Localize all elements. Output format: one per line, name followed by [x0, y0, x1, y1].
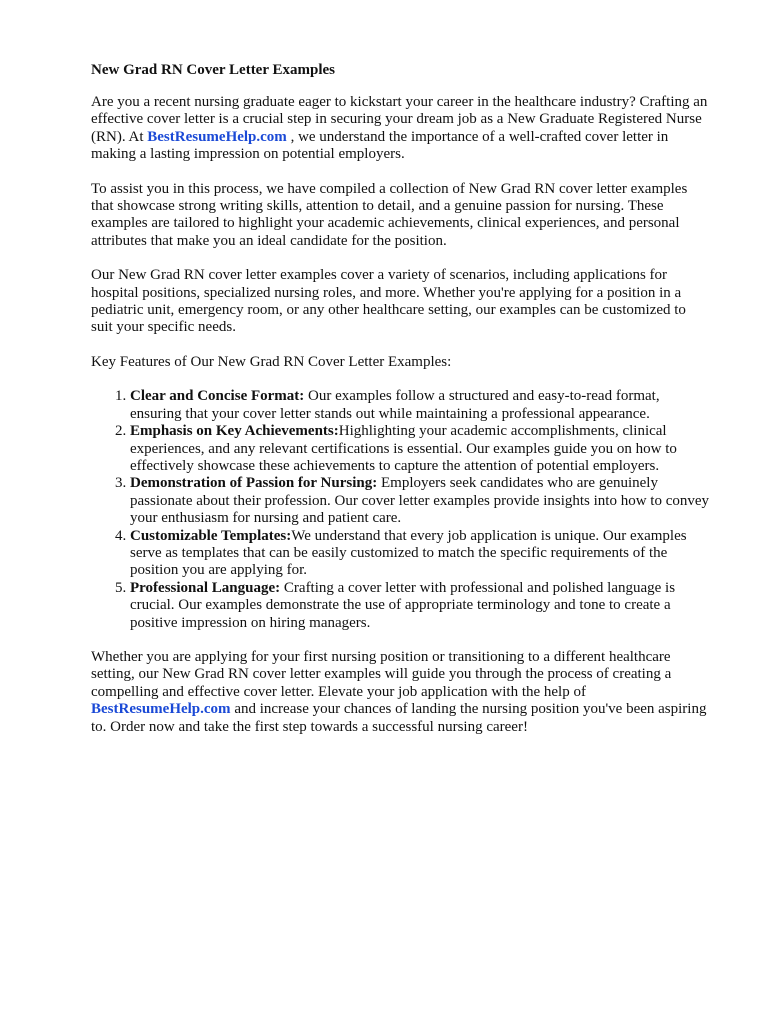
feature-term: Customizable Templates: [130, 527, 292, 544]
document-body [91, 62, 711, 753]
feature-text: We understand that every job application is unique. Our examples serve as templates that can be easily customized to match the specific requirements of the position you are applying for. [130, 527, 687, 579]
feature-text: Highlighting your academic accomplishments, clinical experiences, and any relevant certifications is essential. Our examples guide you on how to effectively showcase these achievements to capture the attention of potential employers. [130, 423, 677, 474]
bestresumehelp-link[interactable]: BestResumeHelp.com [147, 128, 287, 145]
features-list [91, 388, 711, 632]
closing-text-before: Whether you are applying for your first nursing position or transitioning to a different healthcare setting, our New Grad RN cover letter examples will guide you through the process of creating a compelling and effective cover letter. Elevate your job application with the help of [91, 648, 672, 700]
list-item [130, 580, 711, 632]
list-item [130, 388, 711, 423]
feature-text: Our examples follow a structured and easy-to-read format, ensuring that your cover letter stands out while maintaining a professional appearance. [130, 388, 660, 422]
paragraph-compilation: To assist you in this process, we have compiled a collection of New Grad RN cover letter examples that showcase strong writing skills, attention to detail, and a genuine passion for nursing. These examples are tailored to highlight your academic achievements, clinical experiences, and personal attributes that make you an ideal candidate for the position. [91, 180, 688, 249]
feature-text: Employers seek candidates who are genuinely passionate about their profession. Our cover letter examples provide insights into how to convey your enthusiasm for nursing and patient care. [130, 475, 710, 527]
bestresumehelp-link[interactable]: BestResumeHelp.com [91, 701, 231, 718]
list-item [130, 528, 711, 580]
closing-text-after: and increase your chances of landing the nursing position you've been aspiring to. Order now and take the first step towards a successful nursing career! [91, 701, 707, 735]
intro-text-after: , we understand the importance of a well-crafted cover letter in making a lasting impression on potential employers. [91, 128, 669, 163]
feature-term: Professional Language: [130, 579, 281, 596]
intro-paragraph [91, 94, 711, 164]
feature-term: Clear and Concise Format: [130, 388, 305, 405]
list-item [130, 475, 711, 527]
feature-term: Emphasis on Key Achievements: [130, 423, 339, 440]
feature-text: Crafting a cover letter with professional and polished language is crucial. Our examples demonstrate the use of appropriate terminology and tone to create a positive impression on hiring managers. [130, 579, 676, 631]
features-heading: Key Features of Our New Grad RN Cover Letter Examples: [91, 353, 452, 370]
page-title: New Grad RN Cover Letter Examples [91, 62, 335, 78]
intro-text-before: Are you a recent nursing graduate eager to kickstart your career in the healthcare industry? Crafting an effective cover letter is a crucial step in securing your dream job as a New Graduate Registered Nurse (RN). At [91, 94, 708, 145]
paragraph-scenarios: Our New Grad RN cover letter examples cover a variety of scenarios, including applications for hospital positions, specialized nursing roles, and more. Whether you're applying for a position in a pediatric unit, emergency room, or any other healthcare setting, our examples can be customized to suit your specific needs. [91, 267, 686, 336]
closing-paragraph [91, 649, 711, 736]
feature-term: Demonstration of Passion for Nursing: [130, 475, 378, 492]
list-item [130, 423, 711, 475]
